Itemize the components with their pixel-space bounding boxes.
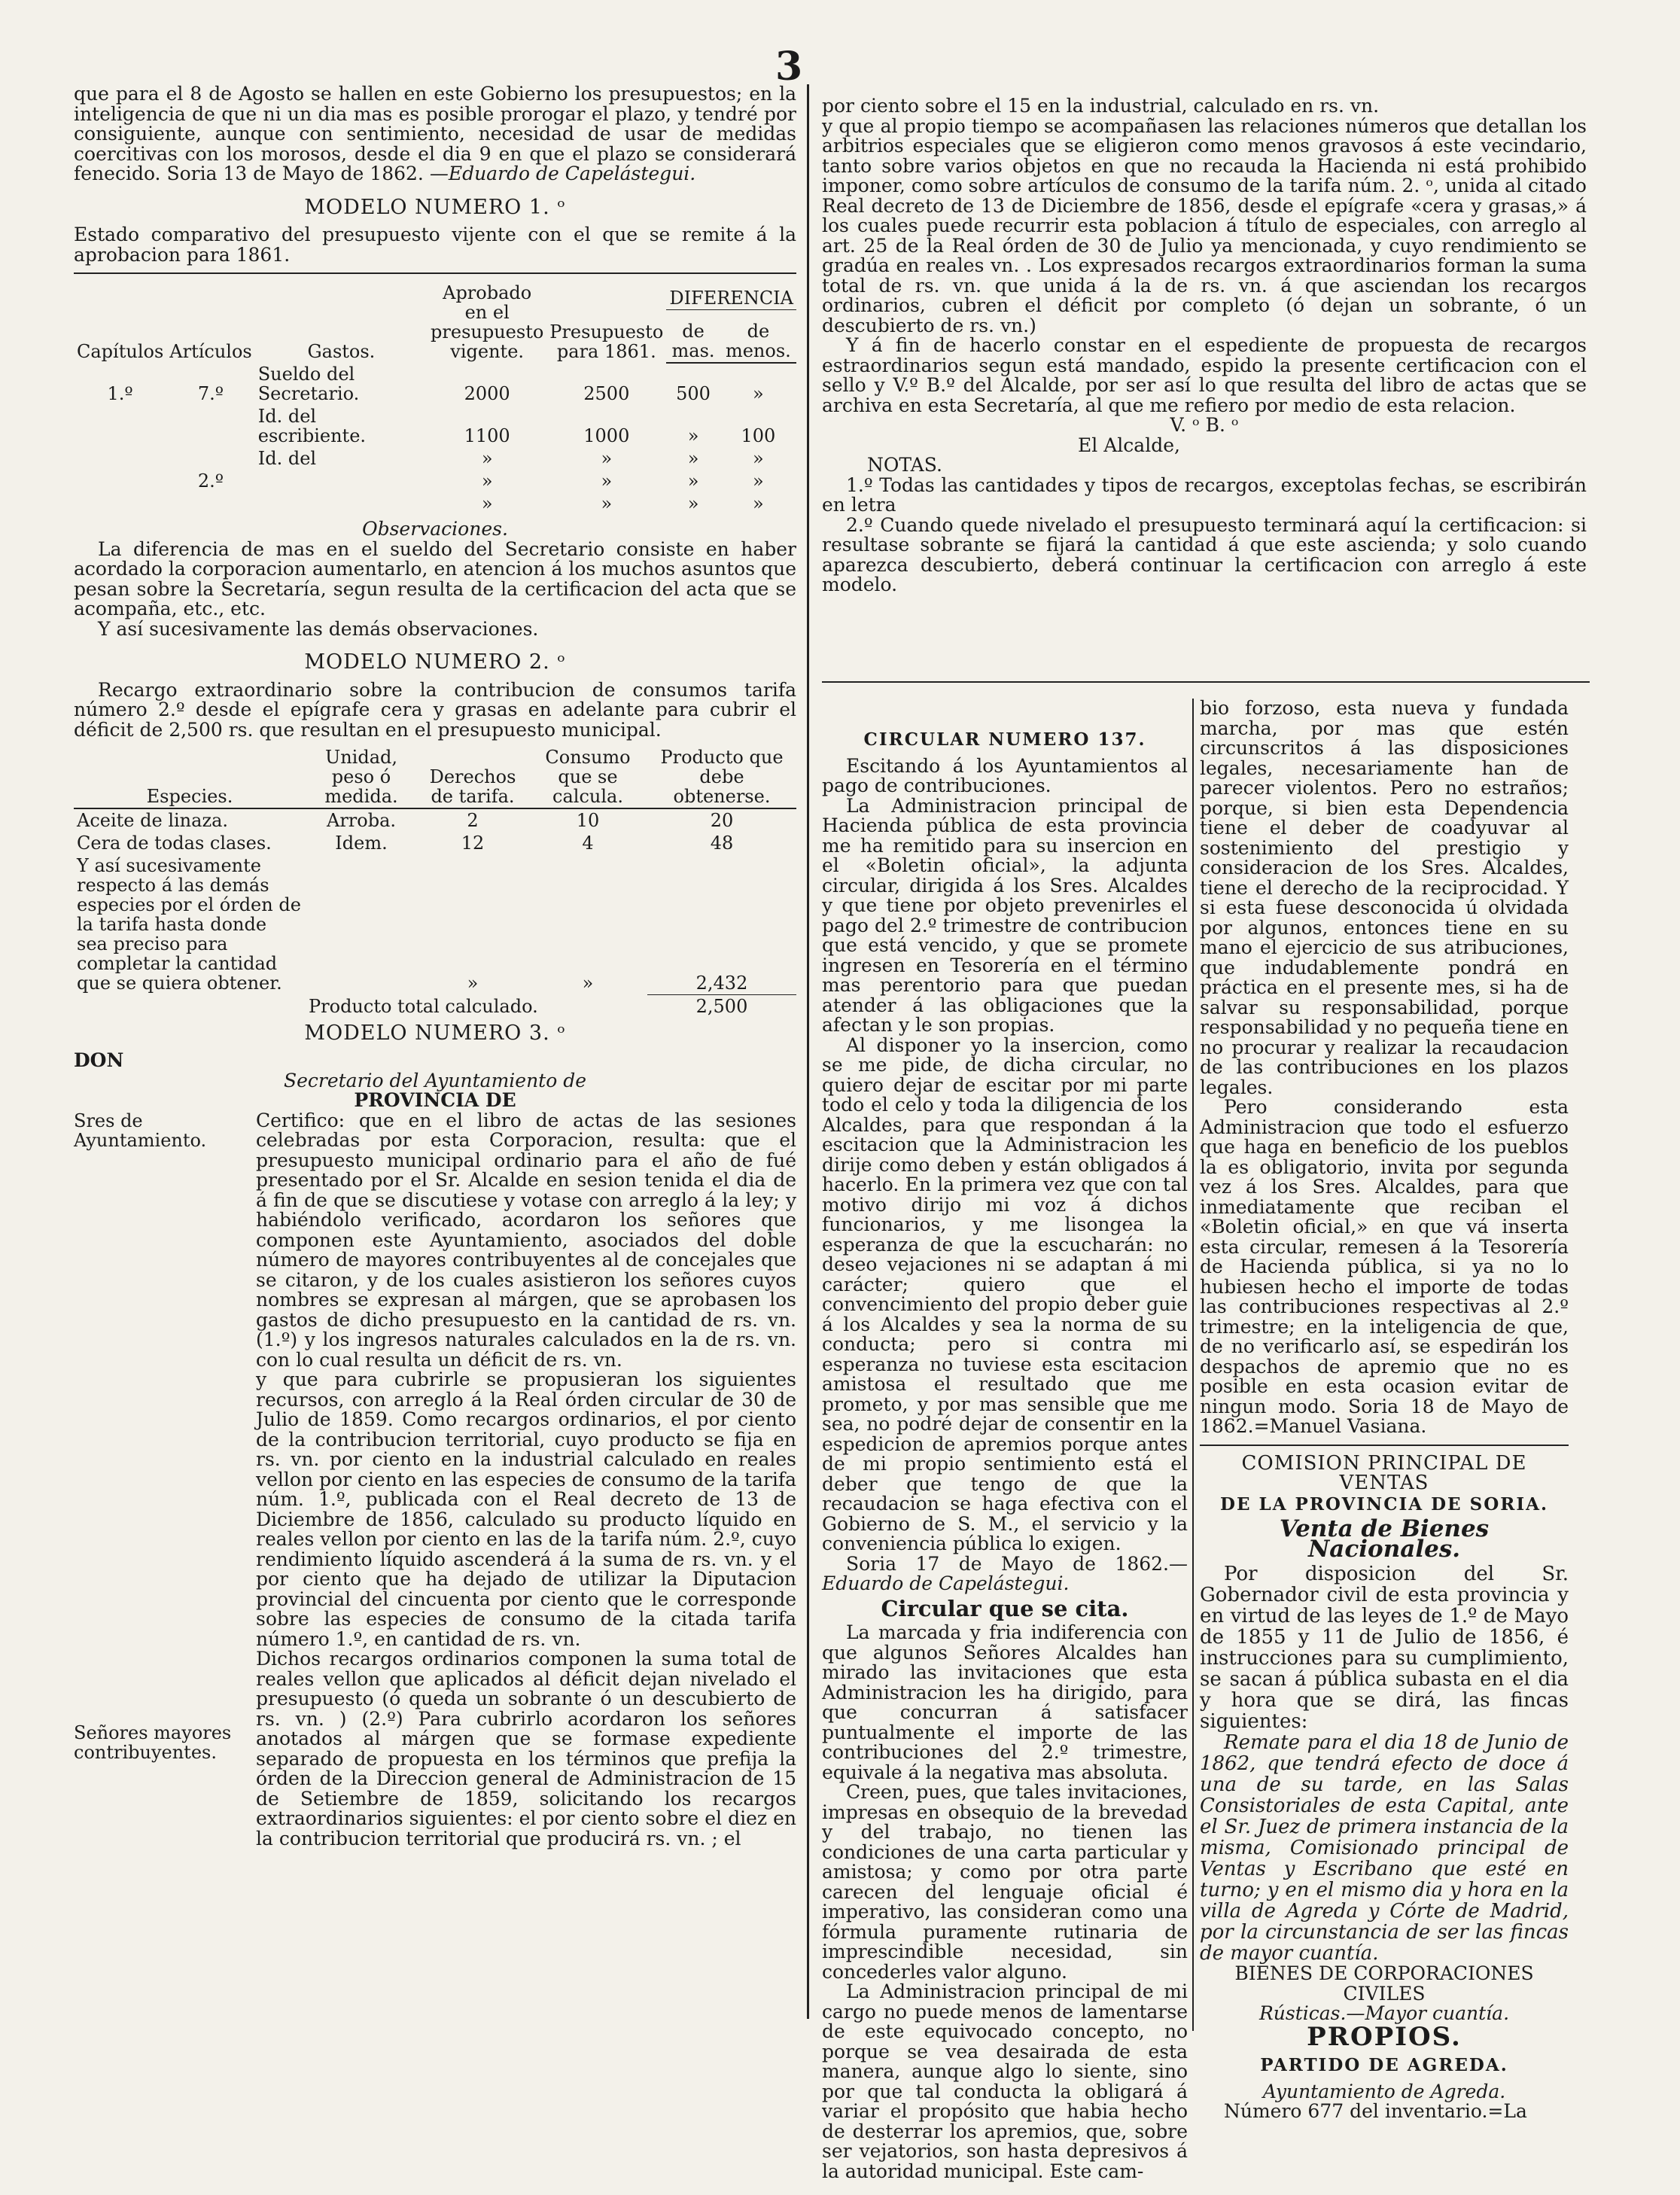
column-circular (822, 721, 1188, 2181)
circular-cita-title: Circular que se cita. (881, 1595, 1129, 1621)
observaciones-text-2: Y así sucesivamente las demás observaciones. (98, 617, 539, 640)
venta-p1: Por disposicion del Sr. Gobernador civil de esta provincia y en virtud de las leyes de 1.º de Mayo de 1855 y 11 de Julio de 1856, é instrucciones para su cumplimiento, se sacan á pública subasta en el dia y hora que se dirá, las fincas siguientes: (1200, 1563, 1569, 1733)
circular-q1: La marcada y fria indiferencia con que algunos Señores Alcaldes han mirado las invitaciones que esta Administracion les ha dirigido, para que concurran á satisfacer puntualmente el importe de las contribuciones del 2.º trimestre, equivale á la negativa mas absoluta. (822, 1621, 1188, 1783)
circular-137-subtitle: Escitando á los Ayuntamientos al pago de contribuciones. (822, 754, 1188, 796)
rusticas-label: Rústicas.—Mayor cuantía. (1258, 2002, 1510, 2024)
ayuntamiento-agreda: Ayuntamiento de Agreda. (1262, 2080, 1506, 2102)
alcalde-label: El Alcalde, (1078, 434, 1180, 456)
circular-p2: Al disponer yo la insercion, como se me pide, de dicha circular, no quiero dejar de escitar por mi parte todo el celo y toda la diligencia de los Alcaldes, para que respondan á la escitacion que la Administracion les dirije como deben y están obligados á hacerlo. En la primera vez que con tal motivo dirijo mi voz á dichos funcionarios, y me lisongea la esperanza de que la escucharán: no deseo vejaciones ni se adaptan á mi carácter; quiero que el convencimiento del propio deber guie á los Alcaldes y sea la norma de su conducta; pero si contra mi esperanza no tuviese esta escitacion amistosa el resultado que me prometo, y por mas sensible que me sea, no podré dejar de consentir en la espedicion de apremios porque antes de mi propio sentimiento está el deber que tengo de que la recaudacion se haga efectiva con el Gobierno de S. M., el servicio y la conveniencia pública lo exigen. (822, 1034, 1188, 1554)
continuation-1: por ciento sobre el 15 en la industrial, calculado en rs. vn. (822, 95, 1380, 117)
circular-c1: bio forzoso, esta nueva y fundada marcha, por mas que estén circunscritos á las disposiciones legales, necesariamente han de parecer violentos. Pero no estraños; porque, si bien esta Dependencia tiene el deber de coadyuvar al sostenimiento del prestigio y consideracion de los Sres. Alcaldes, tiene el derecho de la reciprocidad. Y si esta fuese desconocida ú olvidada por algunos, entonces tiene en su mano el ejercicio de sus atribuciones, que indudablemente pondrá en práctica en el presente mes, si ha de salvar su responsabilidad, porque responsabilidad y no pequeña tiene en no procurar y realizar la recaudacion de las contribuciones en los plazos legales. (1200, 697, 1569, 1098)
partido-agreda: PARTIDO DE AGREDA. (1260, 2055, 1508, 2075)
circular-c2: Pero considerando esta Administracion que todo el esfuerzo que haga en beneficio de los pueblos la es obligatorio, invita por segunda vez á los Sres. Alcaldes, para que inmediatamente que reciban el «Boletin oficial,» en que vá inserta esta circular, remesen á la Tesorería de Hacienda pública, si ya no lo hubiesen hecho el importe de todas las contribuciones respectivas al 2.º trimestre; en la inteligencia de que, de no verificarlo así, se espedirán los despachos de apremio que no es posible en esta ocasion evitar de ningun modo. Soria 18 de Mayo de 1862.=Manuel Vasiana. (1200, 1096, 1569, 1437)
circular-137-title: CIRCULAR NUMERO 137. (863, 729, 1146, 750)
visto-bueno: V. ᵒ B. ᵒ (1170, 414, 1239, 436)
sres-ayuntamiento: Sres de Ayuntamiento. (74, 1110, 207, 1151)
numero-inventario: Número 677 del inventario.=La (1224, 2100, 1527, 2122)
circular-p1: La Administracion principal de Hacienda pública de esta provincia me ha remitido para su insercion en el «Boletin oficial», la adjunta circular, dirigida á los Sres. Alcaldes y que tiene por objeto prevenirles el pago del 2.º trimestre de contribucion que está vencido, y que se promete ingresen en Tesorería en el término mas perentorio para que puedan atender á las obligaciones que la afectan y le son propias. (822, 794, 1188, 1036)
modelo-2-text: Recargo extraordinario sobre la contribucion de consumos tarifa número 2.º desde el epígrafe cera y grasas en adelante para cubrir el déficit de 2,500 rs. que resultan en el presupuesto municipal. (74, 678, 796, 741)
horizontal-divider (822, 681, 1590, 683)
notas-title: NOTAS. (867, 454, 942, 476)
observaciones-text: La diferencia de mas en el sueldo del Secretario consiste en haber acordado la corporacion aumentarlo, en atencion á los muchos asuntos que pesan sobre la Secretaría, segun resulta de la certificacion del acta que se acompaña, etc., etc. (74, 537, 796, 620)
page-number: 3 (775, 44, 803, 90)
nota-1: 1.º Todas las cantidades y tipos de recargos, exceptolas fechas, se escribirán en letra (822, 473, 1587, 516)
table-row: Aceite de linaza. Arroba. 2 10 20 (77, 810, 734, 831)
intro-paragraph: que para el 8 de Agosto se hallen en este Gobierno los presupuestos; en la inteligencia de que ni un dia mas es posible prorogar el plazo, y tendré por consiguiente, aunque con sentimiento, necesidad de usar de medidas coercitivas con los morosos, desde el dia 9 en que el plazo se considerará fenecido. Soria 13 de Mayo de 1862. —Eduardo de Capelástegui. (74, 83, 796, 184)
col-producto: Producto que debe obtenerse. (647, 746, 796, 808)
col-gastos: Gastos. (307, 341, 376, 362)
propios-title: PROPIOS. (1307, 2021, 1462, 2052)
col-aprobado: Aprobado en el presupuesto vigente. (431, 282, 544, 362)
venta-bienes-title: Venta de Bienes Nacionales. (1279, 1515, 1490, 1563)
comision-title: COMISION PRINCIPAL DE VENTAS (1241, 1451, 1527, 1494)
secretario-label: Secretario del Ayuntamiento de (283, 1069, 587, 1091)
circular-q3: La Administracion principal de mi cargo no puede menos de lamentarse de este equivocado concepto, no porque se vea desairada de esta manera, aunque algo lo siente, sino por que tal conducta la obligará á variar el propósito que habia hecho de desterrar los apremios, que, sobre ser vejatorios, son hasta depresivos á la autoridad municipal. Este cam- (822, 1980, 1188, 2182)
modelo-1-title: MODELO NUMERO 1. ᵒ (304, 195, 566, 219)
column-divider-2 (1192, 699, 1194, 2031)
nota-2: 2.º Cuando quede nivelado el presupuesto terminará aquí la certificacion: si resultase sobrante se fijará la cantidad á que este ascienda; y solo cuando aparezca descubierto, deberá continuar la certificacion con arreglo á este modelo. (822, 513, 1587, 595)
col-consumo: Consumo que se calcula. (528, 746, 647, 808)
column-divider (807, 84, 809, 2019)
bienes-corporaciones: BIENES DE CORPORACIONES CIVILES (1234, 1962, 1534, 2005)
modelo-3-title: MODELO NUMERO 3. ᵒ (304, 1021, 566, 1045)
modelo-3-body-2: y que para cubrirle se propusieran los siguientes recursos, con arreglo á la Real órden circular de 30 de Julio de 1859. Como recargos ordinarios, el por ciento de la contribucion territorial, cuyo producto se fija en rs. vn. por ciento en la industrial calculado en reales vellon por ciento en las especies de consumo de la tarifa núm. 1.º, publicada con el Real decreto de 13 de Diciembre de 1856, calculado su producto líquido en reales vellon por ciento en las de la tarifa núm. 2.º, cuyo rendimiento líquido ascenderá á la suma de rs. vn. y el por ciento que ha dejado de utilizar la Diputacion provincial del cincuenta por ciento que le corresponde sobre las especies de consumo de la citada tarifa número 1.º, en cantidad de rs. vn. (256, 1368, 796, 1650)
senores-contribuyentes: Señores mayores contribuyentes. (74, 1722, 232, 1763)
modelo-3-body-1: Certifico: que en el libro de actas de las sesiones celebradas por esta Corporacion, resulta: que el presupuesto municipal ordinario para el año de fué presentado por el Sr. Alcalde en sesion tenida el dia de á fin de que se discutiese y votase con arreglo á la ley; y habiéndolo verificado, acordaron los señores que componen este Ayuntamiento, asociados del doble número de mayores contribuyentes al de concejales que se citaron, y de los cuales asistieron los señores cuyos nombres se expresan al márgen, que se aprobasen los gastos de dicho presupuesto en la cantidad de rs. vn. (1.º) y los ingresos naturales calculados en la de rs. vn. con lo cual resulta un déficit de rs. vn. (256, 1109, 796, 1371)
col-derechos: Derechos de tarifa. (417, 746, 528, 808)
table-row: 2.º » » » » (197, 470, 764, 492)
table-row-total: Producto total calculado. 2,500 (74, 994, 796, 1018)
venta-p2: Remate para el dia 18 de Junio de 1862, que tendrá efecto de doce á una de su tarde, en las Salas Consistoriales de esta Capital, ante el Sr. Juez de primera instancia de la misma, Comisionado principal de Ventas y Escribano que esté en turno; y en el mismo dia y hora en la villa de Agreda y Córte de Madrid, por la circunstancia de ser las fincas de mayor cuantía. (1200, 1731, 1569, 1965)
column-right-top (822, 96, 1587, 595)
circular-q2: Creen, pues, que tales invitaciones, impresas en obsequio de la brevedad y del trabajo, no tienen las condiciones de una carta particular y amistosa; y como por otra parte carecen del lenguaje oficial é imperativo, las consideran como una fórmula puramente rutinaria de imprescindible necesidad, sin concederles valor alguno. (822, 1781, 1188, 1983)
circular-p3: Soria 17 de Mayo de 1862.—Eduardo de Capelástegui. (822, 1552, 1188, 1594)
modelo-1-table (74, 282, 796, 515)
modelo-1-subtitle: Estado comparativo del presupuesto vijente con el que se remite á la aprobacion para 1861. (74, 224, 796, 266)
col-diferencia: DIFERENCIA (666, 282, 796, 309)
don-label: DON (74, 1049, 124, 1071)
col-de-menos: de menos. (720, 309, 796, 363)
provincia-soria: DE LA PROVINCIA DE SORIA. (1220, 1493, 1548, 1515)
col-de-mas: de mas. (666, 309, 720, 363)
column-left (74, 84, 796, 1849)
modelo-3-body-3: Dichos recargos ordinarios componen la suma total de reales vellon que aplicados al déficit dejan nivelado el presupuesto (ó queda un sobrante ó un descubierto de rs. vn. ) (2.º) Para cubrirlo acordaron los señores anotados al márgen que se formase expediente separado de propuesta en los términos que prefija la órden de la Direccion general de Administracion de 15 de Setiembre de 1859, solicitando los recargos extraordinarios siguientes: el por ciento sobre el diez en la contribucion territorial que producirá rs. vn. ; el (256, 1648, 796, 1849)
table-row: Id. del » » » » (257, 448, 764, 469)
col-especies: Especies. (74, 746, 306, 808)
col-unidad: Unidad, peso ó medida. (306, 746, 417, 808)
modelo-2-title: MODELO NUMERO 2. ᵒ (304, 650, 566, 674)
continuation-2: y que al propio tiempo se acompañasen las relaciones números que detallan los arbitrios especiales que se eligieron como menos gravosos á este vecindario, tanto sobre varios objetos en que no recauda la Hacienda ni está prohibido imponer, como sobre artículos de consumo de la tarifa núm. 2. ᵒ, unida al citado Real decreto de 13 de Diciembre de 1856, desde el epígrafe «cera y grasas,» á los cuales puede recurrir esta poblacion á título de especiales, con arreglo al art. 25 de la Real órden de 30 de Julio ya mencionada, y cuyo rendimiento se gradúa en reales vn. . Los expresados recargos extraordinarios forman la suma total de rs. vn. que unida á la de rs. vn. á que asciendan los recargos ordinarios, cubren el déficit por completo (ó dejan un sobrante, ó un descubierto de rs. vn.) (822, 114, 1587, 336)
table-row: » » » » (481, 493, 764, 514)
table-row: Id. del escribiente. 1100 1000 » 100 (257, 406, 776, 446)
table-row: Y así sucesivamente respecto á las demás especies por el órden de la tarifa hasta donde sea preciso para completar la cantidad que se quiera obtener. » » 2,432 (77, 855, 748, 994)
modelo-2-table (74, 746, 796, 1018)
table-row: Cera de todas clases. Idem. 12 4 48 (77, 833, 734, 854)
table-row: 1.º 7.º Sueldo del Secretario. 2000 2500 500 » (107, 364, 764, 404)
column-far-right (1200, 699, 1569, 2122)
col-articulos: Artículos (169, 341, 252, 362)
col-capitulos: Capítulos (77, 341, 164, 362)
observaciones-title: Observaciones. (362, 518, 508, 540)
col-presupuesto: Presupuesto para 1861. (549, 321, 664, 362)
provincia-label: PROVINCIA DE (354, 1089, 516, 1111)
continuation-3: Y á fin de hacerlo constar en el espediente de propuesta de recargos estraordinarios segun está mandado, espido la presente certificacion con el sello y V.º B.º del Alcalde, por ser así lo que resulta del libro de actas que se archiva en esta Secretaría, al que me refiero por medio de esta relacion. (822, 334, 1587, 416)
